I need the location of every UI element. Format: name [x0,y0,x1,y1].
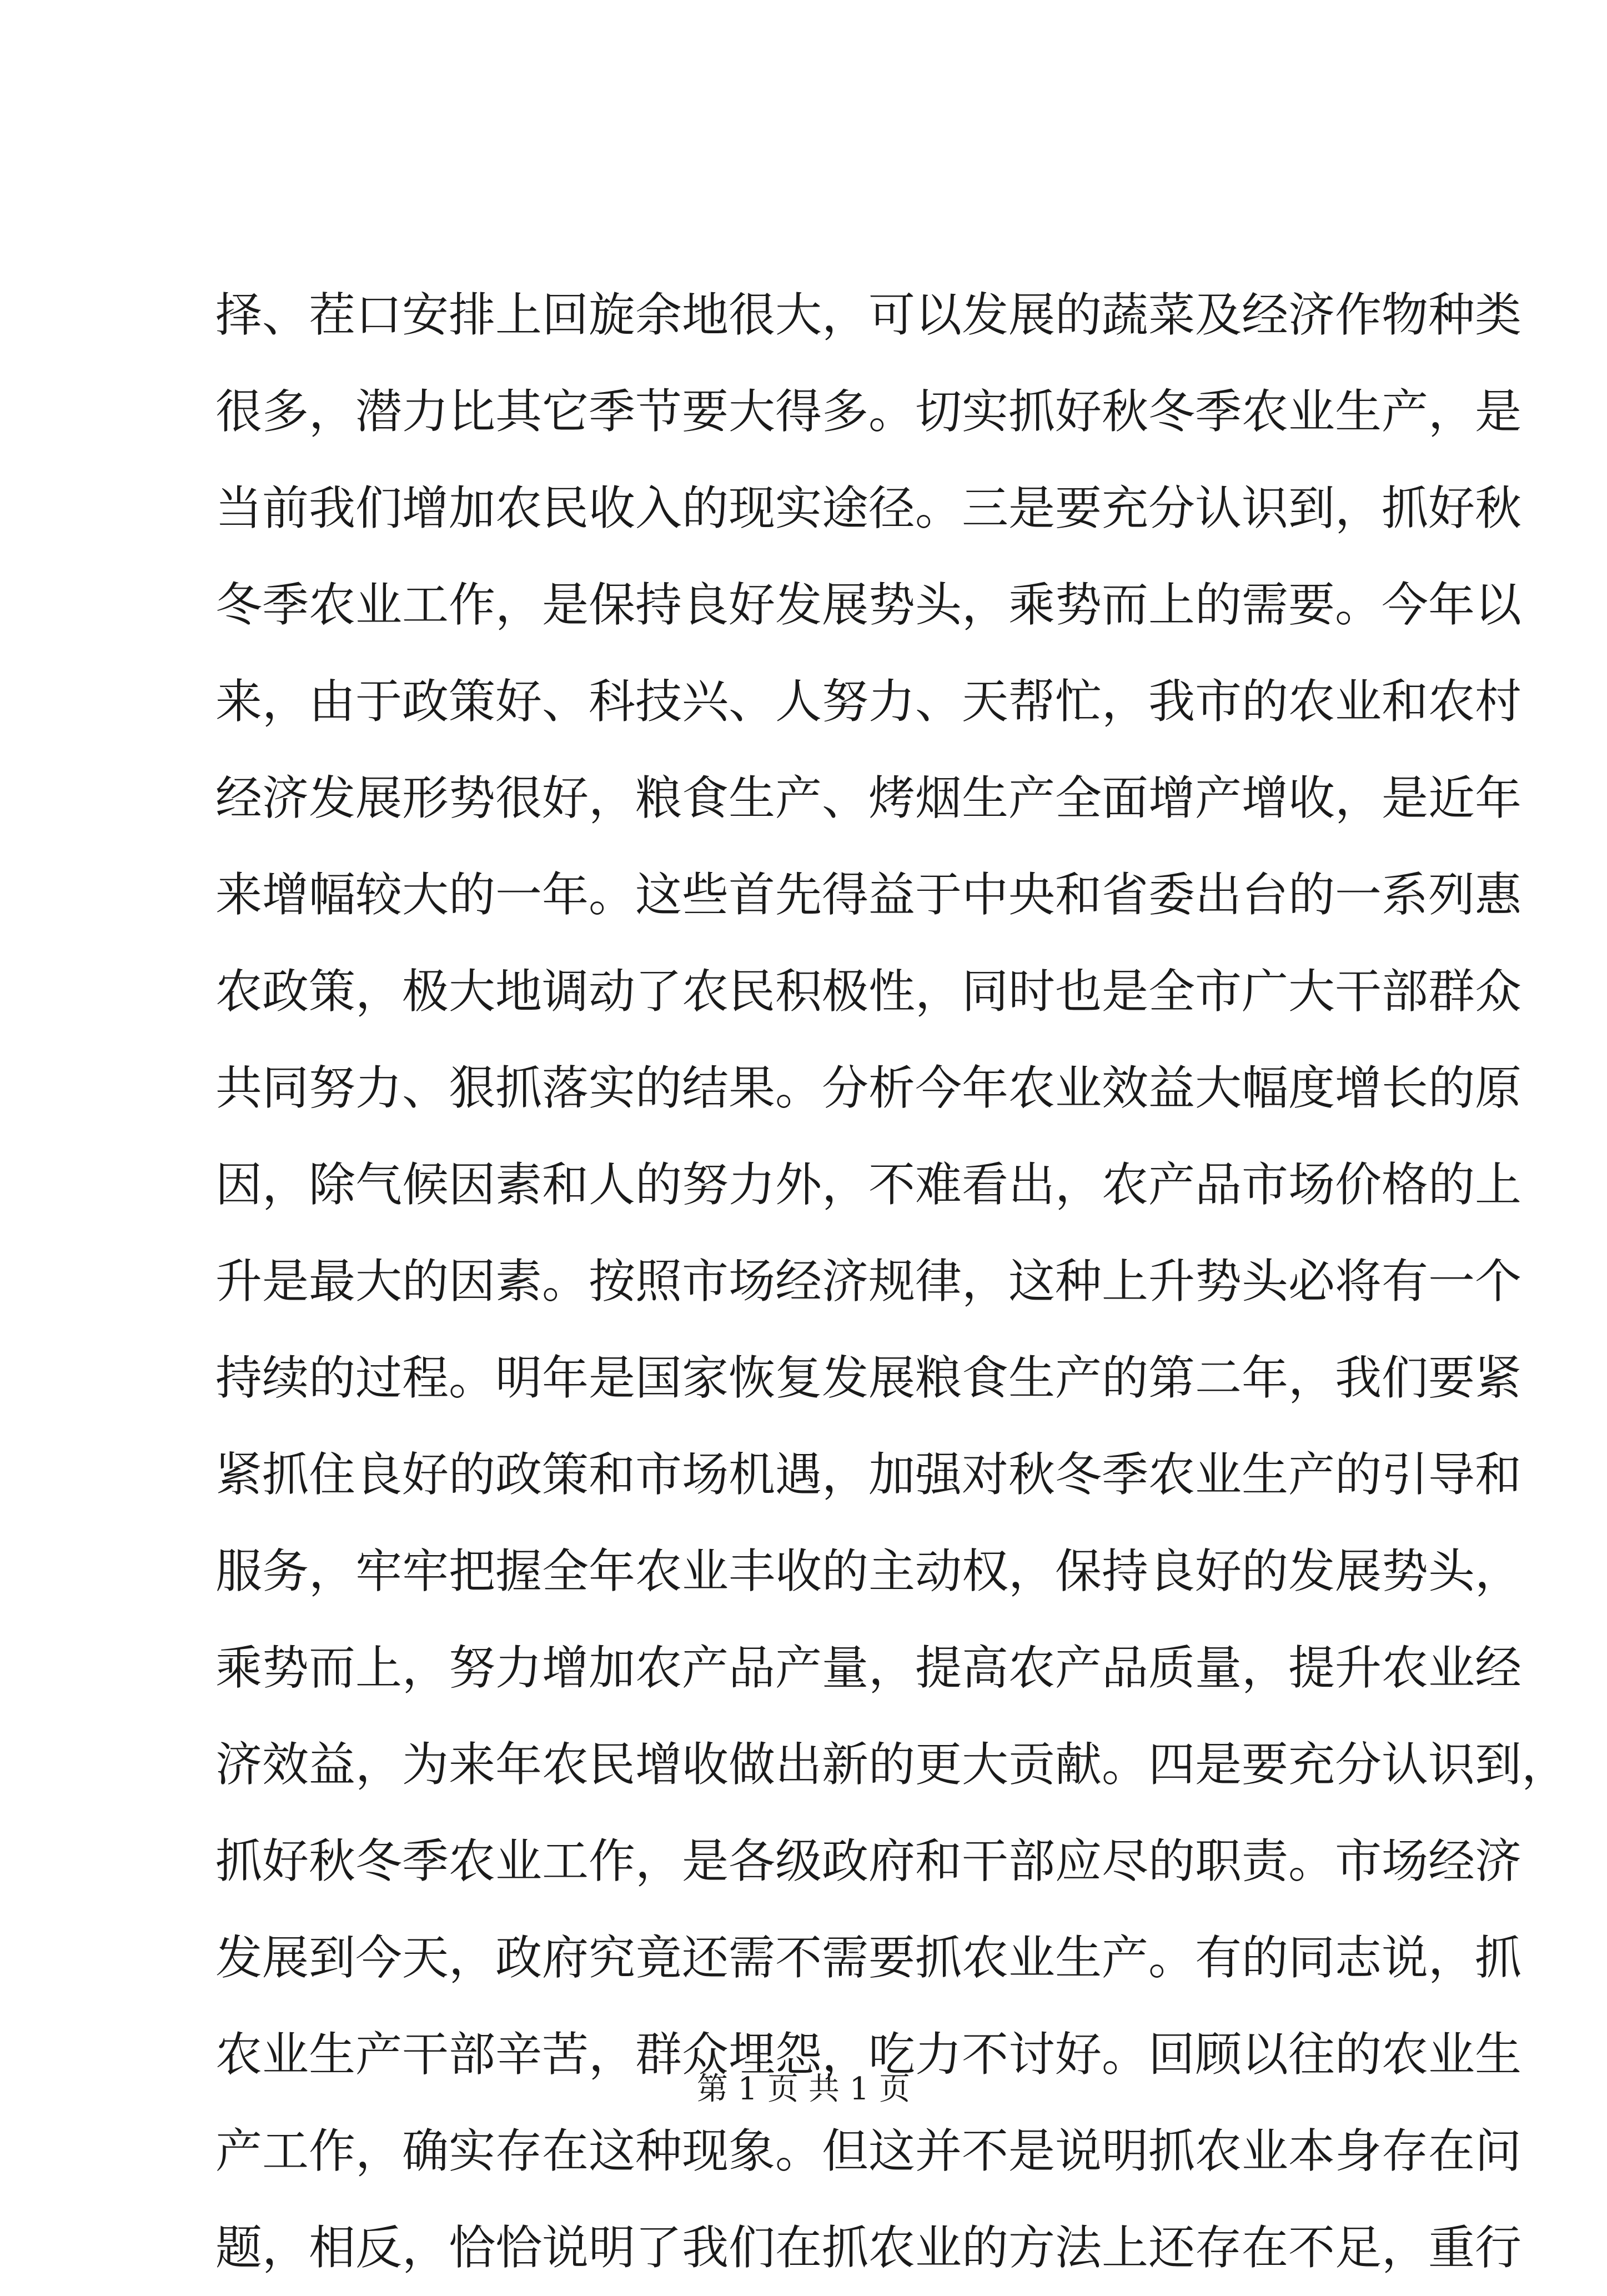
text-line: 择、茬口安排上回旋余地很大，可以发展的蔬菜及经济作物种类 [215,288,1522,342]
text-line: 题，相反，恰恰说明了我们在抓农业的方法上还存在不足，重行 [215,2220,1522,2275]
page-footer: 第 1 页 共 1 页 [696,2071,911,2107]
text-line: 升是最大的因素。按照市场经济规律，这种上升势头必将有一个 [215,1254,1522,1309]
text-line: 持续的过程。明年是国家恢复发展粮食生产的第二年，我们要紧 [215,1351,1522,1405]
text-line: 因，除气候因素和人的努力外，不难看出，农产品市场价格的上 [215,1157,1522,1212]
text-line: 冬季农业工作，是保持良好发展势头，乘势而上的需要。今年以 [215,578,1522,632]
text-line: 抓好秋冬季农业工作，是各级政府和干部应尽的职责。市场经济 [215,1834,1522,1888]
text-line: 农政策，极大地调动了农民积极性，同时也是全市广大干部群众 [215,964,1522,1019]
text-line: 紧抓住良好的政策和市场机遇，加强对秋冬季农业生产的引导和 [215,1447,1522,1502]
text-line: 济效益，为来年农民增收做出新的更大贡献。四是要充分认识到， [215,1737,1569,1792]
text-line: 经济发展形势很好，粮食生产、烤烟生产全面增产增收，是近年 [215,771,1522,825]
text-line: 来，由于政策好、科技兴、人努力、天帮忙，我市的农业和农村 [215,674,1522,729]
text-line: 农业生产干部辛苦，群众埋怨，吃力不讨好。回顾以往的农业生 [215,2027,1522,2082]
text-line: 产工作，确实存在这种现象。但这并不是说明抓农业本身存在问 [215,2124,1522,2178]
text-line: 服务，牢牢把握全年农业丰收的主动权，保持良好的发展势头， [215,1544,1522,1598]
text-line: 乘势而上，努力增加农产品产量，提高农产品质量，提升农业经 [215,1641,1522,1695]
body-text [215,267,1569,2296]
text-line: 共同努力、狠抓落实的结果。分析今年农业效益大幅度增长的原 [215,1061,1522,1115]
text-line: 当前我们增加农民收入的现实途径。三是要充分认识到，抓好秋 [215,481,1522,535]
text-line: 来增幅较大的一年。这些首先得益于中央和省委出台的一系列惠 [215,868,1522,922]
text-line: 发展到今天，政府究竟还需不需要抓农业生产。有的同志说，抓 [215,1931,1522,1985]
text-line: 很多，潜力比其它季节要大得多。切实抓好秋冬季农业生产，是 [215,384,1522,439]
